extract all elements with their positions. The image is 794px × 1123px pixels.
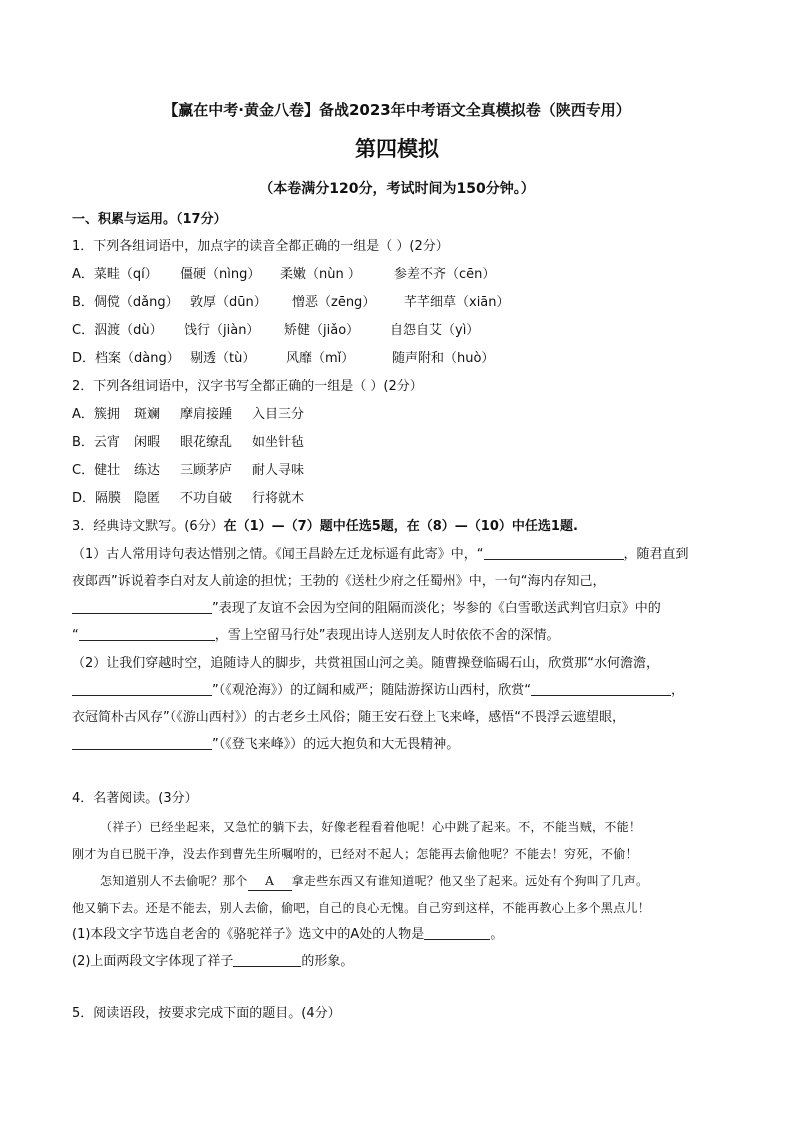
option-part: C．泅渡（dù） xyxy=(72,323,163,338)
option-part: 行将就木 xyxy=(252,491,305,506)
answer-blank[interactable] xyxy=(72,682,212,696)
question-3-2-line xyxy=(72,655,659,673)
section-heading: 一、积累与运用。（17分） xyxy=(72,212,227,227)
option-part: 眼花缭乱 xyxy=(180,435,233,450)
question-3-stem-text: 3．经典诗文默写。(6分） xyxy=(72,519,224,534)
option-part: 三顾茅庐 xyxy=(180,463,233,478)
option-part: D．隔膜 xyxy=(72,491,122,506)
text-run: 的形象。 xyxy=(301,954,354,969)
question-3-1-line xyxy=(72,627,560,645)
question-1-option-d xyxy=(72,350,494,368)
question-2-option-c xyxy=(72,462,304,480)
exam-title: 【赢在中考·黄金八卷】备战2023年中考语文全真模拟卷（陕西专用） xyxy=(163,101,631,119)
question-3-2-line xyxy=(72,736,459,754)
option-part: B．云宵 xyxy=(72,435,120,450)
answer-blank[interactable] xyxy=(72,600,212,614)
question-5-stem: 5．阅读语段，按要求完成下面的题目。(4分） xyxy=(72,1006,341,1021)
question-2-option-d xyxy=(72,490,304,508)
passage-line xyxy=(100,872,648,891)
option-part: 隐匿 xyxy=(134,491,161,506)
option-part: A．菜畦（qí） xyxy=(72,267,158,282)
answer-blank[interactable] xyxy=(424,926,490,940)
text-run: ，随君直到 xyxy=(623,547,689,562)
option-part: D．档案（dàng） xyxy=(72,351,180,366)
answer-blank[interactable] xyxy=(72,736,212,750)
option-part: 僵硬（nìng） xyxy=(180,267,261,282)
option-part: 不功自破 xyxy=(180,491,233,506)
question-3-1-line xyxy=(72,546,689,564)
option-part: 参差不齐（cēn） xyxy=(394,267,496,282)
question-1-option-c xyxy=(72,322,479,340)
question-1-option-a xyxy=(72,266,495,284)
question-3-2-line xyxy=(72,682,684,700)
question-2-stem: 2．下列各组词语中，汉字书写全都正确的一组是（ ）(2分） xyxy=(72,379,423,394)
option-part: 如坐针毡 xyxy=(252,435,305,450)
question-3-1-line xyxy=(72,573,605,591)
text-run: (1)本段文字节选自老舍的《骆驼祥子》选文中的A处的人物是 xyxy=(72,927,425,942)
exam-info: （本卷满分120分，考试时间为150分钟。） xyxy=(259,181,535,197)
option-part: 斑斓 xyxy=(134,407,161,422)
text-run: （2）让我们穿越时空，追随诗人的脚步，共赏祖国山河之美。随曹操登临碣石山，欣赏那“水何澹澹， xyxy=(72,656,660,671)
passage-line: （祥子）已经坐起来，又急忙的躺下去，好像老程看着他呢！心中跳了起来。不，不能当贼，不能！ xyxy=(100,820,642,834)
option-part: 闲暇 xyxy=(134,435,161,450)
question-4-sub-1 xyxy=(72,926,503,944)
question-4-stem: 4．名著阅读。(3分） xyxy=(72,791,198,806)
question-2-option-b xyxy=(72,434,304,452)
exam-subtitle: 第四模拟 xyxy=(355,137,439,161)
text-run: ”（《登飞来峰》）的远大抱负和大无畏精神。 xyxy=(212,737,460,752)
text-run: “ xyxy=(72,628,79,643)
option-part: A．簇拥 xyxy=(72,407,120,422)
passage-blank-a: A xyxy=(248,872,292,891)
option-part: B．倜傥（dǎng） xyxy=(72,295,179,310)
answer-blank[interactable] xyxy=(531,682,671,696)
text-run: ，雪上空留马行处”表现出诗人送别友人时依依不舍的深情。 xyxy=(214,628,560,643)
option-part: 憎恶（zēng） xyxy=(292,295,376,310)
option-part: 剔透（tù） xyxy=(190,351,256,366)
answer-blank[interactable] xyxy=(79,627,215,641)
option-part: 风靡（mǐ） xyxy=(286,351,355,366)
text-run: 衣冠简朴古风存”（《游山西村》）的古老乡土风俗；随王安石登上飞来峰，感悟“不畏浮云遮望眼， xyxy=(72,710,625,725)
question-3-stem xyxy=(72,518,578,536)
option-part: 摩肩接踵 xyxy=(180,407,233,422)
question-3-2-line xyxy=(72,709,625,727)
question-2-option-a xyxy=(72,406,304,424)
passage-line: 刚才为自已脱干净，没去作到曹先生所嘱咐的，已经对不起人；怎能再去偷他呢？不能去！穷死，不偷！ xyxy=(72,847,638,861)
text-run: ， xyxy=(670,683,684,698)
option-part: 饯行（jiàn） xyxy=(184,323,260,338)
option-part: 练达 xyxy=(134,463,161,478)
text-run: 怎知道别人不去偷呢？那个 xyxy=(100,874,248,888)
passage-line: 他又躺下去。还是不能去，别人去偷，偷吧，自己的良心无愧。自己穷到这样，不能再教心上多个黑点儿！ xyxy=(72,901,651,915)
question-1-option-b xyxy=(72,294,510,312)
text-run: 。 xyxy=(490,927,504,942)
question-4-sub-2 xyxy=(72,953,353,971)
option-part: 入目三分 xyxy=(252,407,305,422)
option-part: 矫健（jiǎo） xyxy=(284,323,360,338)
text-run: 夜郎西”诉说着李白对友人前途的担忧；王勃的《送杜少府之任蜀州》中，一句“海内存知己， xyxy=(72,574,606,589)
question-3-1-line xyxy=(72,600,661,618)
text-run: ”（《观沧海》）的辽阔和威严；随陆游探访山西村，欣赏“ xyxy=(212,683,531,698)
option-part: 随声附和（huò） xyxy=(392,351,495,366)
answer-blank[interactable] xyxy=(233,953,301,967)
text-run: (2)上面两段文字体现了祥子 xyxy=(72,954,234,969)
answer-blank[interactable] xyxy=(484,546,624,560)
option-part: 敦厚（dūn） xyxy=(190,295,267,310)
text-run: ”表现了友谊不会因为空间的阻隔而淡化；岑参的《白雪歌送武判官归京》中的 xyxy=(212,601,661,616)
option-part: 耐人寻味 xyxy=(252,463,305,478)
option-part: 自怨自艾（yì） xyxy=(390,323,480,338)
question-3-instruction: 在（1）—（7）题中任选5题，在（8）—（10）中任选1题. xyxy=(223,519,578,534)
option-part: 芊芊细草（xiān） xyxy=(404,295,510,310)
option-part: 柔嫩（nùn ） xyxy=(280,267,361,282)
text-run: 拿走些东西又有谁知道呢？他又坐了起来。远处有个狗叫了几声。 xyxy=(291,874,649,888)
option-part: C．健壮 xyxy=(72,463,121,478)
text-run: （1）古人常用诗句表达惜别之情。《闻王昌龄左迁龙标遥有此寄》中，“ xyxy=(72,547,484,562)
question-1-stem: 1．下列各组词语中，加点字的读音全都正确的一组是（ ）(2分） xyxy=(72,239,449,254)
